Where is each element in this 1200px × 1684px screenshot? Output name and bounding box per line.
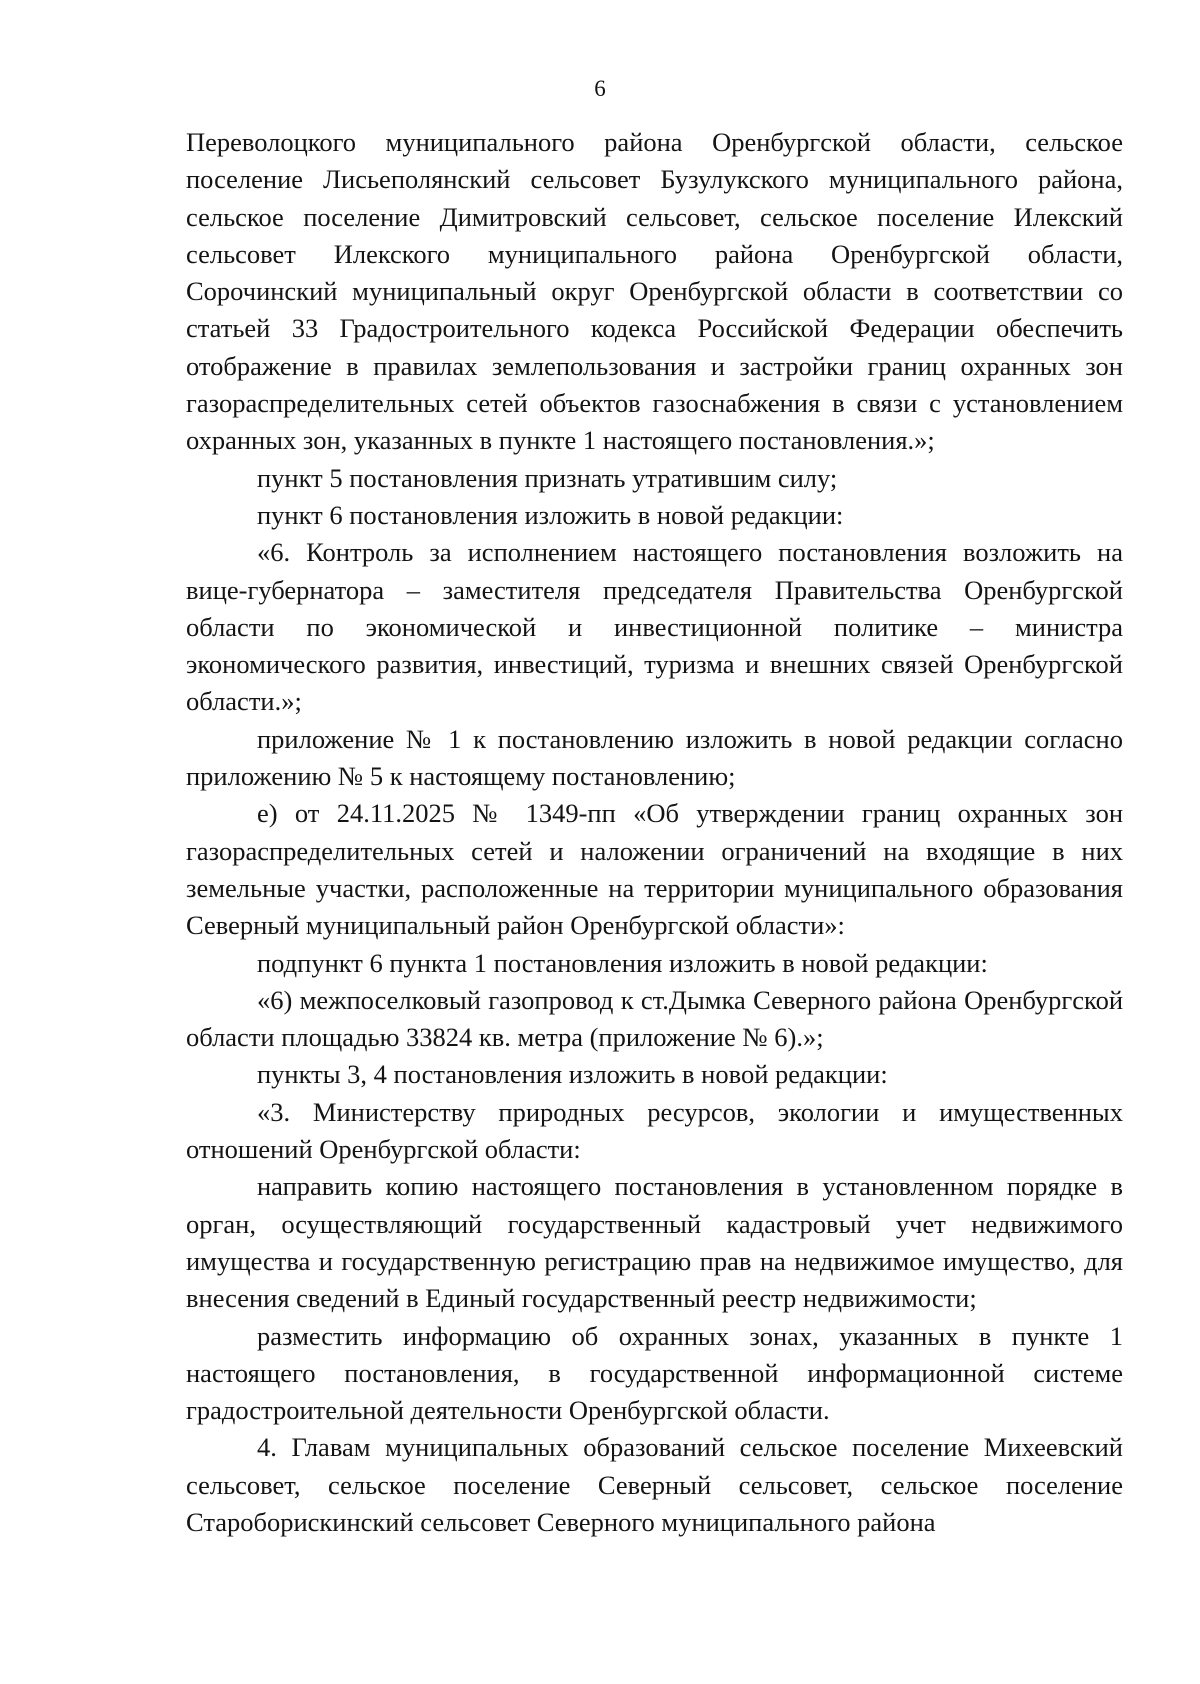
paragraph: Переволоцкого муниципального района Оренбургской области, сельское поселение Лисьеполянский сельсовет Бузулукского муниципального района, сельское поселение Димитровский сельсовет, сельское поселение Илекский сельсовет Илекского муниципального района Оренбургской области, Сорочинский муниципальный округ Оренбургской области в соответствии со статьей 33 Градостроительного кодекса Российской Федерации обеспечить отображение в правилах землепользования и застройки границ охранных зон газораспределительных сетей объектов газоснабжения в связи с установлением охранных зон, указанных в пункте 1 настоящего постановления.»;	[186, 127, 1123, 456]
paragraph: е) от 24.11.2025 № 1349-пп «Об утверждении границ охранных зон газораспределительных сетей и наложении ограничений на входящие в них земельные участки, расположенные на территории муниципального образования Северный муниципальный район Оренбургской области»:	[186, 798, 1123, 941]
paragraph: подпункт 6 пункта 1 постановления изложить в новой редакции:	[257, 947, 988, 978]
paragraph: пункт 6 постановления изложить в новой редакции:	[257, 499, 844, 530]
paragraph: «6) межпоселковый газопровод к ст.Дымка Северного района Оренбургской области площадью 33824 кв. метра (приложение № 6).»;	[186, 984, 1123, 1053]
paragraph: пункт 5 постановления признать утратившим силу;	[257, 462, 838, 493]
paragraph: «3. Министерству природных ресурсов, экологии и имущественных отношений Оренбургской области:	[186, 1096, 1123, 1165]
paragraph: пункты 3, 4 постановления изложить в новой редакции:	[257, 1059, 888, 1090]
paragraph: направить копию настоящего постановления в установленном порядке в орган, осуществляющий государственный кадастровый учет недвижимого имущества и государственную регистрацию прав на недвижимое имущество, для внесения сведений в Единый государственный реестр недвижимости;	[186, 1171, 1123, 1314]
paragraph: приложение № 1 к постановлению изложить в новой редакции согласно приложению № 5 к настоящему постановлению;	[186, 723, 1123, 792]
page-number: 6	[594, 76, 606, 101]
paragraph: разместить информацию об охранных зонах, указанных в пункте 1 настоящего постановления, в государственной информационной системе градостроительной деятельности Оренбургской области.	[186, 1320, 1123, 1426]
paragraph-last: 4. Главам муниципальных образований сельское поселение Михеевский сельсовет, сельское поселение Северный сельсовет, сельское поселение Староборискинский сельсовет Северного муниципального района	[186, 1432, 1123, 1537]
paragraph: «6. Контроль за исполнением настоящего постановления возложить на вице-губернатора – заместителя председателя Правительства Оренбургской области по экономической и инвестиционной политике – министра экономического развития, инвестиций, туризма и внешних связей Оренбургской области.»;	[186, 537, 1123, 717]
document-body	[186, 124, 1123, 1541]
